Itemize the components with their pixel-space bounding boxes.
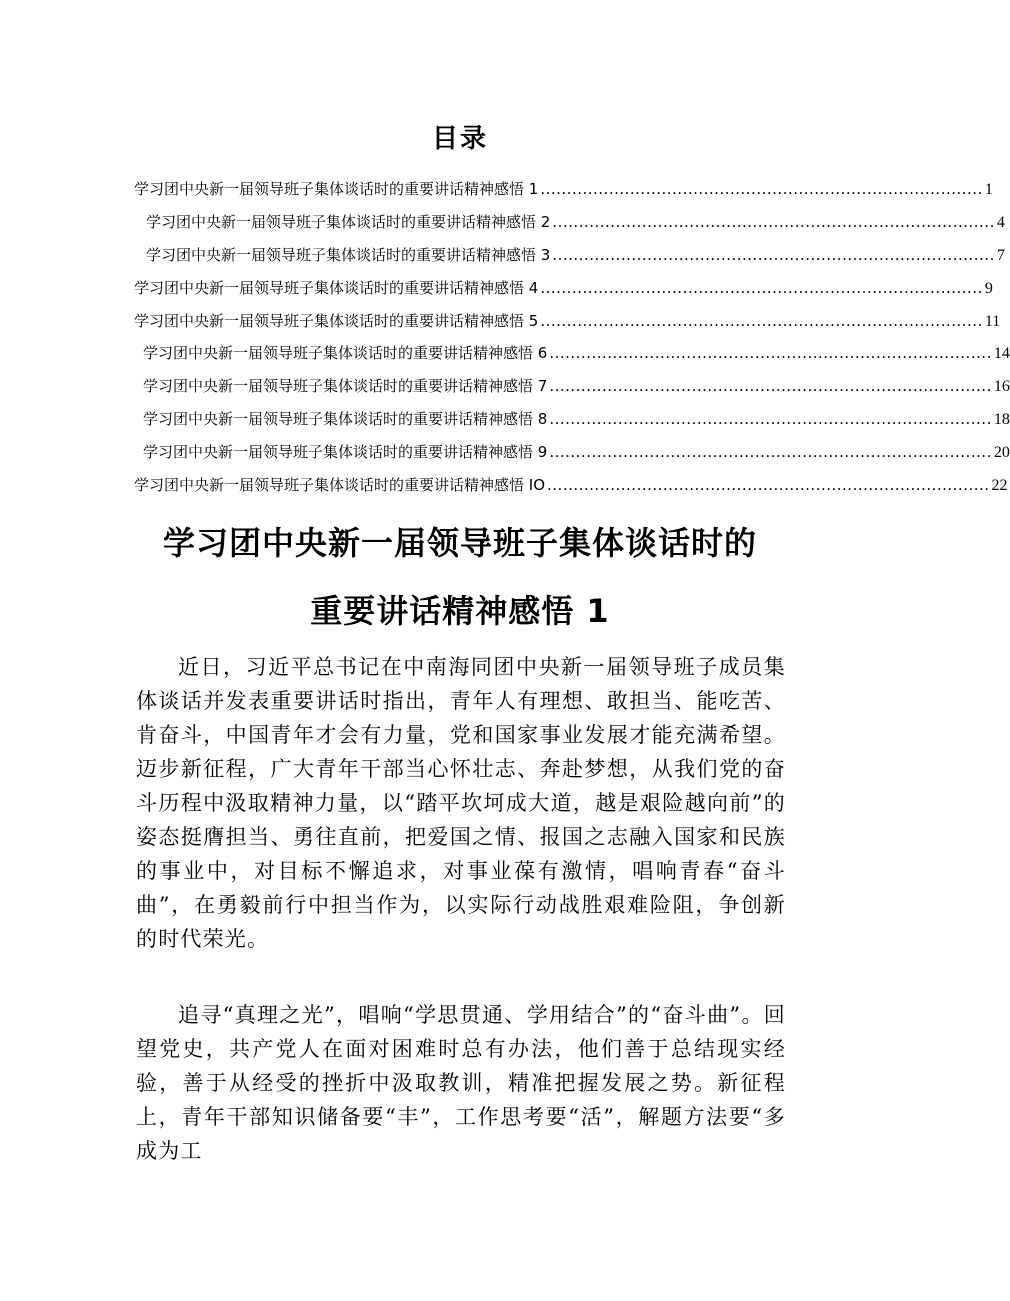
toc-entry-text: 学习团中央新一届领导班子集体谈话时的重要讲话精神感悟 2 xyxy=(146,213,551,231)
toc-entry-4[interactable] xyxy=(134,277,993,299)
toc-leader-dots: .................................................................................... xyxy=(549,410,992,428)
article-paragraph-2: 追寻“真理之光”，唱响“学思贯通、学用结合”的“奋斗曲”。回望党史，共产党人在面对困难时总有办法，他们善于总结现实经验，善于从经受的挫折中汲取教训，精准把握发展之势。新征程上，青年干部知识储备要“丰”，工作思考要“活”，解题方法要“多成为工 xyxy=(136,1003,786,1163)
toc-leader-dots: .................................................................................... xyxy=(549,443,992,461)
toc-leader-dots: .................................................................................... xyxy=(552,246,995,264)
toc-leader-dots: .................................................................................... xyxy=(547,476,990,494)
toc-page-number: 20 xyxy=(993,444,1010,461)
toc-entry-8[interactable] xyxy=(143,408,1010,430)
toc-entry-text: 学习团中央新一届领导班子集体谈话时的重要讲话精神感悟 1 xyxy=(134,180,539,198)
toc-page-number: 18 xyxy=(993,411,1010,428)
toc-entry-text: 学习团中央新一届领导班子集体谈话时的重要讲话精神感悟 3 xyxy=(146,246,551,264)
toc-entry-2[interactable] xyxy=(146,211,1005,233)
toc-entry-text: 学习团中央新一届领导班子集体谈话时的重要讲话精神感悟 5 xyxy=(134,312,539,330)
toc-leader-dots: .................................................................................... xyxy=(540,312,983,330)
toc-entry-text: 学习团中央新一届领导班子集体谈话时的重要讲话精神感悟 4 xyxy=(134,279,539,297)
toc-entry-10[interactable] xyxy=(134,474,1008,496)
toc-entry-text: 学习团中央新一届领导班子集体谈话时的重要讲话精神感悟 7 xyxy=(143,377,548,395)
toc-page-number: 9 xyxy=(984,280,993,297)
toc-entry-6[interactable] xyxy=(143,342,1010,364)
toc-entry-3[interactable] xyxy=(146,244,1005,266)
toc-entry-1[interactable] xyxy=(134,178,993,200)
toc-entry-text: 学习团中央新一届领导班子集体谈话时的重要讲话精神感悟 6 xyxy=(143,344,548,362)
toc-leader-dots: .................................................................................... xyxy=(549,377,992,395)
toc-entry-text: 学习团中央新一届领导班子集体谈话时的重要讲话精神感悟 9 xyxy=(143,443,548,461)
toc-leader-dots: .................................................................................... xyxy=(552,213,995,231)
toc-leader-dots: .................................................................................... xyxy=(549,344,992,362)
toc-page-number: 1 xyxy=(984,181,993,198)
toc-title: 目录 xyxy=(431,124,488,154)
toc-leader-dots: .................................................................................... xyxy=(540,180,983,198)
article-title-line-2: 重要讲话精神感悟 1 xyxy=(310,592,610,630)
toc-page-number: 14 xyxy=(993,345,1010,362)
toc-entry-5[interactable] xyxy=(134,310,1001,332)
toc-entry-text: 学习团中央新一届领导班子集体谈话时的重要讲话精神感悟 IO xyxy=(134,476,546,494)
toc-page-number: 7 xyxy=(996,247,1005,264)
toc-entry-7[interactable] xyxy=(143,375,1010,397)
toc-page-number: 16 xyxy=(993,378,1010,395)
toc-page-number: 4 xyxy=(996,214,1005,231)
toc-page-number: 11 xyxy=(984,313,1001,330)
toc-entry-9[interactable] xyxy=(143,441,1010,463)
article-title-line-1: 学习团中央新一届领导班子集体谈话时的 xyxy=(162,524,757,562)
toc-page-number: 22 xyxy=(991,477,1008,494)
toc-leader-dots: .................................................................................... xyxy=(540,279,983,297)
article-paragraph-1: 近日，习近平总书记在中南海同团中央新一届领导班子成员集体谈话并发表重要讲话时指出，青年人有理想、敢担当、能吃苦、肯奋斗，中国青年才会有力量，党和国家事业发展才能充满希望。迈步新征程，广大青年干部当心怀壮志、奔赴梦想，从我们党的奋斗历程中汲取精神力量，以“踏平坎坷成大道，越是艰险越向前”的姿态挺膺担当、勇往直前，把爱国之情、报国之志融入国家和民族的事业中，对目标不懈追求，对事业葆有激情，唱响青春“奋斗曲”，在勇毅前行中担当作为，以实际行动战胜艰难险阻，争创新的时代荣光。 xyxy=(136,655,786,951)
toc-entry-text: 学习团中央新一届领导班子集体谈话时的重要讲话精神感悟 8 xyxy=(143,410,548,428)
